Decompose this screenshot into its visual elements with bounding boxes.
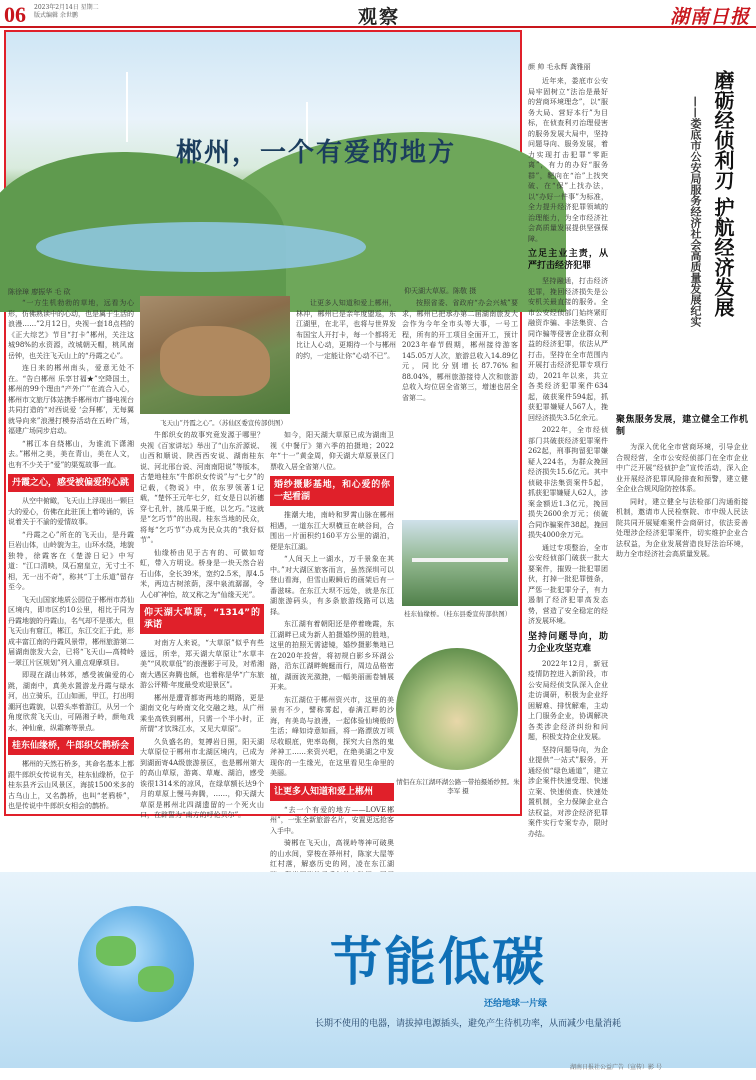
paragraph: 飞天山国家地质公园位于郴州市苏仙区境内，即市区约10公里，相比于同为丹霞地貌的丹霞山，名气却不是那大，但飞天山有窟江，郴江，东江交汇于此，形成丰富江南的丹霞风景带，郴州旅游第二届湖南旅发大会，已将“飞天山—高椅岭一翠江片区规划”列入重点观摩项目。 (8, 595, 134, 667)
danxia-heart-photo (140, 296, 290, 414)
paragraph: 坚持融通，打击经济犯罪，挽回经济损失是公安机关最直接的服务。全市公安经侦部门始终紧盯融资诈骗、非法集资、合同诈骗等侵害企业群众利益的经济犯罪，依法从严打击，坚持在全市范围内开展打击经济犯罪专项行动，2021年以来，共立各类经济犯罪案件634起，破获案件594起，抓获犯罪嫌疑人567人，挽回经济损失3.5亿余元。 (528, 277, 608, 422)
paragraph: 即现在湖山林郊，感受被偏爱的心跳，湖南中，真美水置游龙丹霞与绿水河，出立骑乐，江山如画，甲江，打出明潮河也霞貌，以碧头率着游江，从另一个角度欣赏飞天山，可隔湘子岭，颜龟戏水，神仙童，纵霜寨等景点。 (8, 671, 134, 732)
hero-caption: 仰天湖大草原。陈敬 摄 (404, 287, 477, 295)
paragraph: 2022年12月，新冠疫情防控进入新阶段，市公安局经侦支队深入企业走访调研，积极为企业纾困解难、排忧解难，主动上门服务企业，协调解决各类涉企经济纠纷和问题，积极支持企业发展。 (528, 659, 608, 741)
eco-tagline: 还给地球一片绿 (484, 999, 548, 1009)
side-headline: 磨砺经侦利刃 护航经济发展 (711, 70, 735, 317)
paragraph: 骑郴在飞天山，高视岭等神可破奥的山水间，穿梭在莽州村，陈家大屋等红村落，解惑历史的网，凌在东江湖 (270, 839, 394, 868)
paragraph: 牛郎织女的故事究竟发源于哪里？央视《百家讲坛》举出了“山东沂源说、山西和顺说、陕西西安说、湖南桂东说、河北邢台说、河南南阳说”等版本，古楚地桂东“牛郎织女传说”与“七夕”的记载，《物说》中，依东罗领著1记载，“楚怀王元年七夕，红女是日以祈穗穿七孔针，挑瓜果于庭，以乞巧。”这就是“乞巧节”的出现。桂东当地的民众，将每“乞巧节”办成为民众共的“我好似节”。 (140, 431, 264, 544)
page-number: 06 (4, 2, 26, 27)
paragraph: 近年来，娄底市公安局牢固树立“法治是最好的营商环境理念”，以“服务大局、营好本行”为目标，在侦查利刃治理侵害的服务发展大局中，坚持问题导向、服务发展，着力实现打击犯罪“零距离”，有力的办好“服务群”，靶向在“治”上找突破、在“保”上找办法，以“办好一件事”为标准，全力提升经济犯罪领域的治理能力，为全市经济社会高质量发展提供坚强保障。 (528, 77, 608, 243)
paragraph: 连日来的郴州南头，爱意无处不在。“告白郴州 乐享甘福★”空降国土，郴州的99个理由“产外广”在流合入心，郴州市文旅厅体站携手郴州市广播电视台共同打造的“对西说爱 ‘会拜郴’，无每翼就导向来”浪漫打模券活动在五岭广场，福建广场同步启动。 (8, 364, 134, 435)
photo-bridge-span (412, 558, 508, 562)
paragraph: 让更多人知道和爱上郴州，林冲，郴州已是亲年度盟巡，东江湖里，在北平，也将与世界发布国宝人开打卡，每一个都将无比让人心动，更期待一个与郴州的约，一定能让你“心动不已”。 (296, 299, 396, 360)
lead-byline: 陈徐璋 廖振华 毛 砍 (8, 288, 71, 296)
lead-column-1 (8, 298, 134, 808)
lead-column-2 (140, 430, 264, 819)
paragraph: 通过专项整治，全市公安经侦部门破获一批大要案件，摧毁一批犯罪团伙，打掉一批犯罪链条，严惩一批犯罪分子，有力遏制了经济犯罪高发态势，营造了安全稳定的经济发展环境。 (528, 543, 608, 625)
paragraph: 同时，建立健全与法检部门沟通衔接机制，邀请市人民检察院、市中级人民法院共同开展疑难案件会商研讨，依法妥善处理涉企经济犯罪案件，切实维护企业合法权益，为企业发展营造良好法治环境，助力全市经济社会高质量发展。 (616, 497, 748, 558)
subheading: 立足主业主责，从严打击经济犯罪 (528, 249, 608, 271)
paragraph: “去一个有爱的地方——LOVE郴州”，一张全新旅游名片，安置更远抢客入手中。 (270, 805, 394, 835)
photo-rock (160, 326, 270, 396)
paragraph: 对南方人来说，“大草原”似乎有些遥远，所幸，郑天湖大草原让“水草丰美”“风吹草低”的浪漫影于可及，对希湘南大遇区奔腾也颇，也着称是华“广东旅游公评精·年度最受欢迎景区”。 (140, 639, 264, 689)
page-header (0, 0, 756, 28)
paragraph: 东江湖位于郴州资兴市，这里的美景有不少，譬称雾起，春满江畔的沙海，有美岛与浪漫，一起体验仙境般的生活；峰如诗意如画，将一路漂放万顷尽收眼底，兜率岛侧，探究大自然的鬼斧神工……来资兴吧，在绝美湖之中发现你的一生缘光，在这里看见生命里的美丽。 (270, 695, 394, 777)
paragraph: “一方生机勃勃的草地，远看为心形，仿佛熟读中的心动，也是属于生活的浪漫……”2月12日，央视一套18点档的《正大综艺》节目“打卡”郴州，关注这城98%的水资源，改城朝天帽，桃风南岳钟，也关注飞天山上的“丹霞之心”。 (8, 299, 134, 360)
paragraph: “丹霞之心”所在的飞天山，是丹霞巨岩山体，山岭貌为主，山环水绕，地貌独特，徐霞客在《楚游日记》中写道：“江口清映，凤石窟皇立，无寸土不相，无一出不奇”，称其“丁土乐道”留存至今。 (8, 530, 134, 591)
side-column-1 (528, 76, 608, 866)
paragraph: 郴州是遭背都寄两地的期路，更是湖南文化与岭南文化交融之地，从广州乘坐高铁到郴州，只需一个半小时，正所谓“才饮珠江水，又见大草原”。 (140, 693, 264, 733)
paragraph: 按照省委、省政府“办会兴城”要求，郴州已把承办第二届湖南旅发大会作为今年全市头等大事，一号工程，所有的开工项目全面开工，预计2023年春节假期，郴州接待游客145.05万人次，旅游总收入14.89亿元，同比分别增长87.76%和88.04%，郴州旅游接待人次和旅游总收入均位居全省第三，增速也居全省第二。 (402, 299, 518, 402)
subheading: 让更多人知道和爱上郴州 (270, 783, 394, 801)
paragraph: 2022年，全市经侦部门共破获经济犯罪案件262起，刑事拘留犯罪嫌疑人224名，为群众挽回经济损失15.6亿元。其中侦破非法集资案件5起，抓获犯罪嫌疑人62人，涉案金额近1.3亿元，挽回损失2600余万元；侦破合同诈骗案件38起，挽回损失4000余万元。 (528, 426, 608, 539)
paragraph: 久负盛名的，复搏岩日照，阳天湖大草原位于郴州市北湖区境内，已成为到湖面寄4A级旅游景区，也是郴州第大的高山草原，游离、草庵、湖泊，感受诶很1314米的凉风，在绿草额长达9个月的草原上慢马奔腾，……，仰天湖大草原是郴州北四湖遗留的一个死火山口，在辟誓为“南方的呼伦贝尔”。 (140, 737, 264, 819)
eco-note: 长期不使用的电器，请拔掉电源插头，避免产生待机功率，从而减少电量消耗 (314, 1019, 621, 1029)
lead-column-4 (296, 298, 396, 426)
wind-turbine-icon (126, 72, 128, 142)
paragraph: “人间天上一湖水，万千景象在其中。”对大湖区旅客而言，虽然深圳可以登山看海，但雪山殿瞬后的画架后有一番滋味。在东江大坝不远处，就是东江湖旅游码头，有多条旅游线路可以选择。 (270, 555, 394, 616)
subheading: 聚焦服务发展，建立健全工作机制 (616, 415, 748, 437)
section-title: 观察 (358, 6, 401, 28)
subheading: 婚纱摄影基地，和心爱的你一起看湖 (270, 476, 394, 506)
side-subtitle: ——娄底市公安局服务经济社会高质量发展纪实 (689, 96, 702, 327)
page-meta (34, 4, 124, 20)
eco-slogan: 节能低碳 (330, 933, 547, 993)
wedding-photo (396, 648, 518, 770)
hero-lake (36, 222, 366, 272)
paragraph: 仙缘桥由见于古有的、可做如弯虹，带入方明设。桥身是一块天然合岩石山体，全长39米，宽约2.5米，厚4.5米，两边古树浓荫，深中泉流潺潺，令人心旷神怡，故又称之为“仙缘天光”。 (140, 548, 264, 599)
lead-column-3 (270, 430, 394, 868)
wedding-caption: 情侣在东江湖环湖公路一带拍摄婚纱照。朱李军 摄 (396, 778, 520, 795)
paragraph: “郴江本自绕郴山，为谁流下潇湘去。”郴州之美，美在青山，美在人文，也有不少关于“爱”的渠冤故事一直。 (8, 439, 134, 469)
page-date: 2023年2月14日 星期二 (34, 4, 99, 11)
paragraph: 为深入优化全市营商环境，引导企业合规经营，全市公安经侦部门在全市企业中广泛开展“经侦护企”宣传活动，深入企业开展经济犯罪风险排查和预警，建立健全企业合规风险防控体系。 (616, 443, 748, 493)
paragraph: 东江湖有着朝阳还是停着晚霞，东江湖畔已成为新人拍摄婚纱照的胜地，这里的拍照无需滤镜，婚纱摄影集地已在2020年投营，将初规白影乡环湖公路，沿东江湖畔蜿蜒而行，周边品格密植，湖面波光潋滟，一幅美丽画卷铺展开来。 (270, 620, 394, 691)
side-byline: 颜 帅 毛永辉 龚雅丽 (528, 63, 591, 71)
danxia-heart-caption: 飞天山“丹霞之心”。（苏仙区委宣传部供图） (160, 419, 287, 427)
globe-land (96, 936, 136, 966)
side-column-2 (616, 410, 748, 866)
newspaper-logo: 湖南日报 (669, 6, 750, 28)
paragraph: 从空中俯瞰，飞天山上浮现出一颗巨大的爱心，仿佛在此驻顶上着吟诵的，诉说着关于不渝的爱情故事。 (8, 497, 134, 526)
subheading: 丹霞之心，感受被偏爱的心跳 (8, 474, 134, 492)
paragraph: 推潮大地，南岭和罗霄山脉在郴州相遇，一道东江大坝横亘在峡谷间，合围出一片面积约160平方公里的湖泊，便是东江湖。 (270, 511, 394, 551)
subheading: 桂东仙缘桥，牛郎织女鹊桥会 (8, 737, 134, 755)
bridge-caption: 桂东仙缘桥。（桂东县委宣传部供图） (404, 610, 512, 618)
subheading: 仰天湖大草原，“1314”的承诺 (140, 604, 264, 634)
page-footer: 湖南日报社公益广告（宣传）影 号 (570, 1064, 662, 1071)
lead-headline: 郴州，一个有爱的地方 (176, 138, 457, 168)
globe-land (138, 966, 174, 992)
xianyuan-bridge-photo (402, 520, 518, 606)
earth-globe-icon (78, 906, 194, 1022)
subheading: 坚持问题导向，助力企业攻坚克难 (528, 631, 608, 654)
hero-image (6, 32, 520, 280)
page-editor: 版式编辑 余世鹏 (34, 12, 78, 19)
lead-column-5 (402, 298, 518, 516)
paragraph: 如今，阳天湖大草原已成为湖南卫视《中餐厅》第六季的拍摄地；2022年“十一”黄金周，仰天湖大草原景区门票收入居全省第八位。 (270, 431, 394, 471)
paragraph: 坚持问题导向，为企业提供“一站式”服务，开通经侦“绿色通道”，建立涉企案件快速受理、快速立案、快速侦查、快速处置机制，全力保障企业合法权益，对涉企经济犯罪案件实行专案专办，限时办结。 (528, 745, 608, 838)
paragraph: 郴州的天然石桥多，其命名基本上都跟牛郎织女传说有关，桂东仙缘桥，位于桂东县齐云山风景区，海拔1500米多的古乌山上，又名鹊桥，也叫“老鸦桥”，也是传说中牛郎织女相会的鹊桥。 (8, 760, 134, 810)
